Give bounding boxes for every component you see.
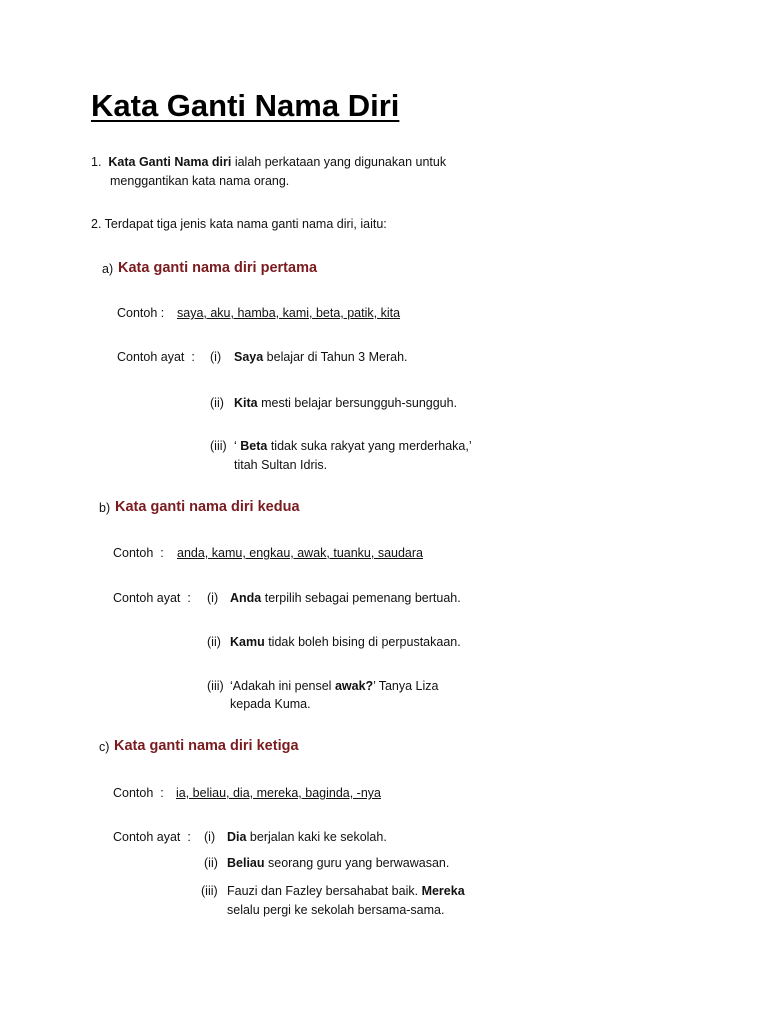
sentence-number: (ii): [204, 856, 218, 870]
sentence-rest: seorang guru yang berwawasan.: [264, 856, 450, 870]
contoh-label: Contoh :: [113, 546, 164, 560]
pronoun: Mereka: [421, 884, 465, 898]
sentence-prefix: Fauzi dan Fazley bersahabat baik.: [227, 884, 422, 898]
point-1-cont: menggantikan kata nama orang.: [110, 174, 290, 188]
sentence-number: (iii): [201, 884, 218, 898]
sentence-prefix: ‘: [234, 439, 241, 453]
section-letter: b): [99, 501, 111, 515]
sentence-rest: belajar di Tahun 3 Merah.: [263, 350, 408, 364]
sentence-continuation: kepada Kuma.: [230, 697, 311, 711]
example-sentence: [227, 829, 387, 845]
point-2: 2. Terdapat tiga jenis kata nama ganti nama diri, iaitu:: [91, 217, 387, 231]
section-heading: Kata ganti nama diri pertama: [118, 260, 318, 276]
pronoun: Kamu: [230, 635, 265, 649]
sentence-rest: ’ Tanya Liza: [373, 679, 439, 693]
pronoun: Anda: [230, 591, 262, 605]
example-sentence: [234, 349, 408, 365]
section-heading: Kata ganti nama diri kedua: [115, 499, 300, 515]
contoh-ayat-label: Contoh ayat :: [117, 350, 195, 364]
example-sentence: [234, 395, 457, 411]
sentence-continuation: titah Sultan Idris.: [234, 458, 328, 472]
sentence-number: (i): [210, 350, 222, 364]
point-number: 1.: [91, 155, 102, 169]
point-1: [91, 154, 446, 170]
sentence-continuation: selalu pergi ke sekolah bersama-sama.: [227, 903, 445, 917]
term: Kata Ganti Nama diri: [108, 155, 232, 169]
sentence-number: (ii): [210, 396, 224, 410]
contoh-label: Contoh :: [117, 306, 165, 320]
pronoun: awak?: [334, 679, 374, 693]
sentence-rest: mesti belajar bersungguh-sungguh.: [257, 396, 458, 410]
sentence-rest: terpilih sebagai pemenang bertuah.: [261, 591, 461, 605]
example-sentence: [227, 883, 465, 899]
section-letter: c): [99, 740, 110, 754]
sentence-number: (i): [204, 830, 216, 844]
example-sentence: [234, 438, 472, 454]
examples-list: saya, aku, hamba, kami, beta, patik, kita: [177, 306, 401, 320]
contoh-ayat-label: Contoh ayat :: [113, 591, 191, 605]
contoh-ayat-label: Contoh ayat :: [113, 830, 191, 844]
section-letter: a): [102, 262, 114, 276]
sentence-number: (ii): [207, 635, 221, 649]
example-sentence: [230, 678, 438, 694]
sentence-prefix: ‘Adakah ini pensel: [230, 679, 335, 693]
pronoun: Beliau: [227, 856, 265, 870]
example-sentence: [227, 855, 449, 871]
pronoun: Kita: [234, 396, 258, 410]
section-heading: Kata ganti nama diri ketiga: [114, 738, 299, 754]
sentence-number: (i): [207, 591, 219, 605]
pronoun: Beta: [240, 439, 268, 453]
contoh-label: Contoh :: [113, 786, 164, 800]
sentence-rest: tidak boleh bising di perpustakaan.: [264, 635, 461, 649]
sentence-rest: tidak suka rakyat yang merderhaka,’: [267, 439, 472, 453]
example-sentence: [230, 590, 461, 606]
sentence-number: (iii): [207, 679, 224, 693]
pronoun: Saya: [234, 350, 264, 364]
examples-list: anda, kamu, engkau, awak, tuanku, saudara: [177, 546, 423, 560]
page-title: Kata Ganti Nama Diri: [91, 88, 400, 123]
pronoun: Dia: [227, 830, 247, 844]
definition: ialah perkataan yang digunakan untuk: [231, 155, 447, 169]
example-sentence: [230, 634, 461, 650]
examples-list: ia, beliau, dia, mereka, baginda, -nya: [176, 786, 381, 800]
sentence-rest: berjalan kaki ke sekolah.: [246, 830, 387, 844]
sentence-number: (iii): [210, 439, 227, 453]
